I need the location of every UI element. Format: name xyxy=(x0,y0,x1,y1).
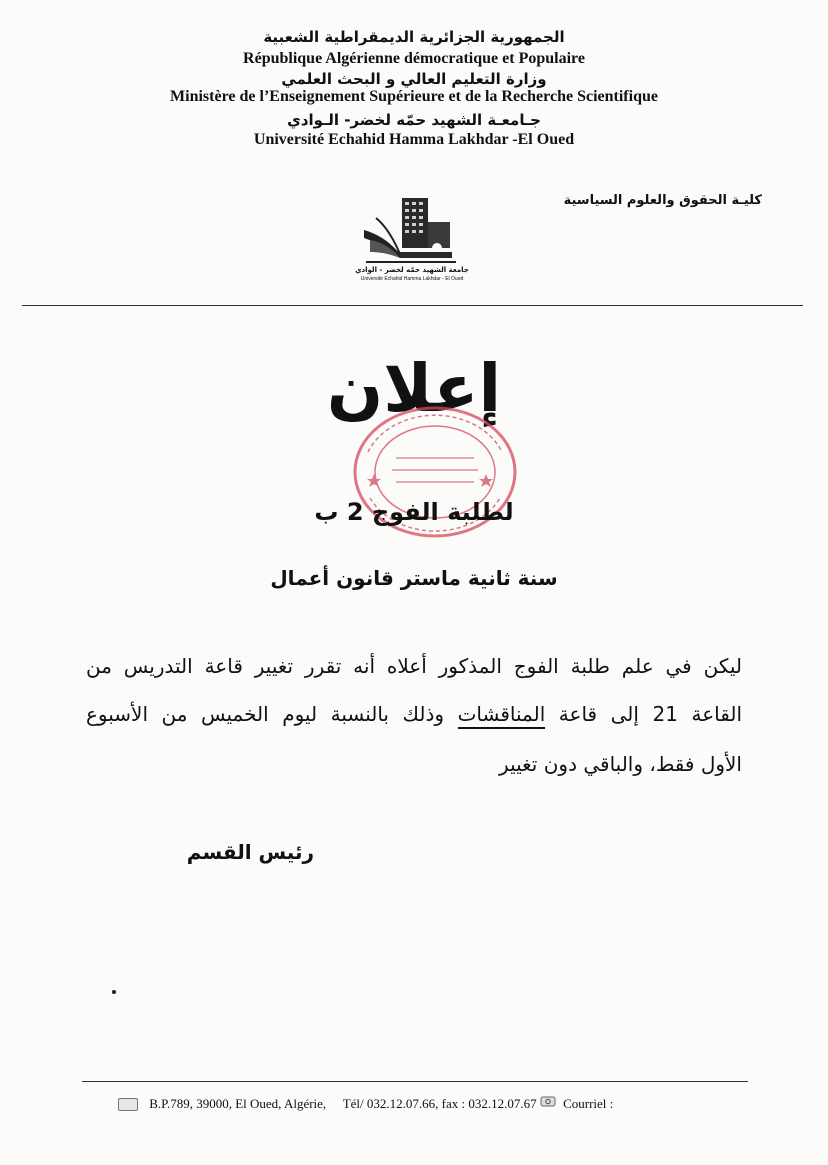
logo-caption-ar: جامعة الشهيد حمّه لخضر - الوادي xyxy=(355,266,469,274)
header-university-ar: جـامعـة الشهيد حمّه لخضر- الـوادي xyxy=(287,111,541,129)
notice-body-line-3: الأول فقط، والباقي دون تغيير xyxy=(499,752,742,776)
header-ministry-fr: Ministère de l’Enseignement Supérieure et de la Recherche Scientifique xyxy=(170,88,658,105)
notice-group: لطلبة الفوج 2 ب xyxy=(314,498,514,526)
header-divider xyxy=(22,305,803,306)
footer-divider xyxy=(82,1081,748,1082)
email-icon xyxy=(540,1095,556,1107)
header-republic-fr: République Algérienne démocratique et Populaire xyxy=(243,50,585,67)
notice-title: إعلان xyxy=(326,350,502,427)
footer-phone: Tél/ 032.12.07.66, fax : 032.12.07.67 xyxy=(342,1096,537,1112)
mailbox-icon xyxy=(118,1098,138,1111)
header-ministry-ar: وزارة التعليم العالي و البحث العلمي xyxy=(281,70,547,88)
notice-body-line-2 xyxy=(86,702,742,726)
notice-program: سنة ثانية ماستر قانون أعمال xyxy=(270,566,558,590)
faculty-name: كليـة الحقوق والعلوم السياسية xyxy=(563,193,762,208)
header-university-fr: Université Echahid Hamma Lakhdar -El Oued xyxy=(253,131,575,148)
footer-address: B.P.789, 39000, El Oued, Algérie, xyxy=(149,1096,327,1112)
stray-mark xyxy=(112,990,116,994)
notice-body-line-1: ليكن في علم طلبة الفوج المذكور أعلاه أنه تقرر تغيير قاعة التدريس من xyxy=(86,654,742,678)
notice-room-name: المناقشات xyxy=(458,702,546,729)
signer-title: رئيس القسم xyxy=(186,840,314,864)
notice-body-line-2-start: القاعة 21 إلى قاعة xyxy=(558,702,743,726)
logo-caption-fr: Université Echahid Hamma Lakhdar - El Oued xyxy=(360,276,464,282)
notice-body-line-2-end: وذلك بالنسبة ليوم الخميس من الأسبوع xyxy=(86,702,445,726)
footer-contact xyxy=(118,1095,613,1112)
header-republic-ar: الجمهورية الجزائرية الديمقراطية الشعبية xyxy=(263,28,565,46)
footer-email-label: Courriel : xyxy=(563,1096,614,1112)
